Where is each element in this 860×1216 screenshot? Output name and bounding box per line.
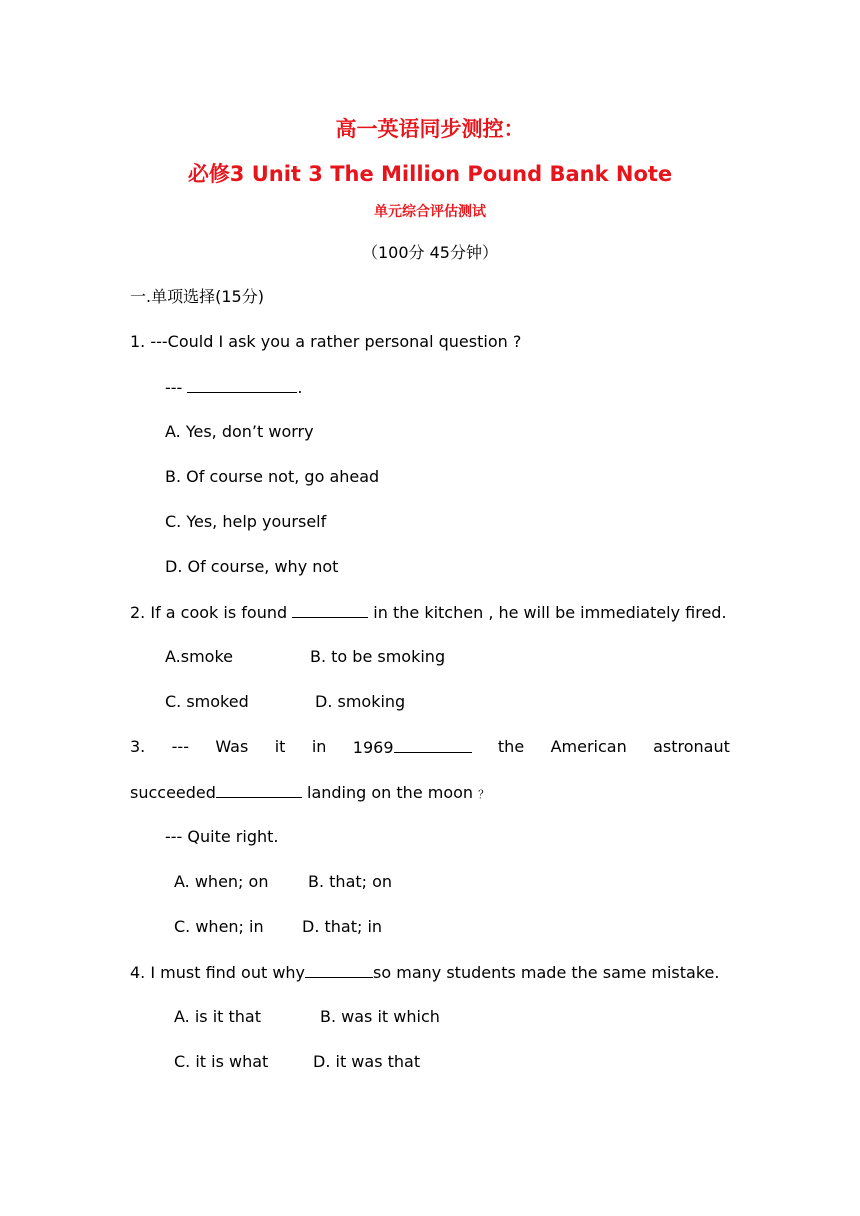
q4-stem: 4. I must find out why so many students made the same mistake. bbox=[130, 963, 720, 982]
q1-option-b: B. Of course not, go ahead bbox=[165, 467, 380, 486]
q2-option-c: C. smoked bbox=[165, 692, 249, 711]
q3-option-b: B. that; on bbox=[308, 872, 393, 891]
q4-option-c: C. it is what bbox=[174, 1052, 269, 1071]
q3-stem-line1: 3. --- Was it in 1969 the American astronaut bbox=[130, 737, 730, 757]
q4-blank bbox=[305, 961, 373, 978]
q3-option-c: C. when; in bbox=[174, 917, 264, 936]
q3-blank-2 bbox=[216, 781, 302, 798]
q3-stem-line2: succeeded landing on the moon ？ bbox=[130, 783, 490, 802]
q1-stem: 1. ---Could I ask you a rather personal question ? bbox=[130, 332, 522, 351]
q3-option-a: A. when; on bbox=[174, 872, 269, 891]
q3-reply: --- Quite right. bbox=[165, 827, 279, 846]
section-heading: 一.单项选择(15分) bbox=[130, 287, 264, 306]
q4-option-b: B. was it which bbox=[320, 1007, 440, 1026]
document-title: 高一英语同步测控： bbox=[335, 117, 525, 141]
score-time: （100分 45分钟） bbox=[362, 243, 498, 262]
unit-title: 必修3 Unit 3 The Million Pound Bank Note bbox=[187, 162, 673, 186]
q2-option-a: A.smoke bbox=[165, 647, 233, 666]
q2-stem: 2. If a cook is found in the kitchen , he will be immediately fired. bbox=[130, 603, 727, 622]
q1-option-a: A. Yes, don’t worry bbox=[165, 422, 314, 441]
q2-blank bbox=[292, 601, 368, 618]
test-subtitle: 单元综合评估测试 bbox=[374, 204, 486, 220]
q2-option-d: D. smoking bbox=[315, 692, 406, 711]
q2-option-b: B. to be smoking bbox=[310, 647, 446, 666]
q1-blank bbox=[187, 376, 297, 393]
q3-option-d: D. that; in bbox=[302, 917, 383, 936]
q1-option-c: C. Yes, help yourself bbox=[165, 512, 327, 531]
q4-option-d: D. it was that bbox=[313, 1052, 421, 1071]
q3-blank-1: 1969 bbox=[353, 736, 472, 759]
q1-option-d: D. Of course, why not bbox=[165, 557, 339, 576]
q1-reply: --- . bbox=[165, 378, 303, 397]
q4-option-a: A. is it that bbox=[174, 1007, 261, 1026]
